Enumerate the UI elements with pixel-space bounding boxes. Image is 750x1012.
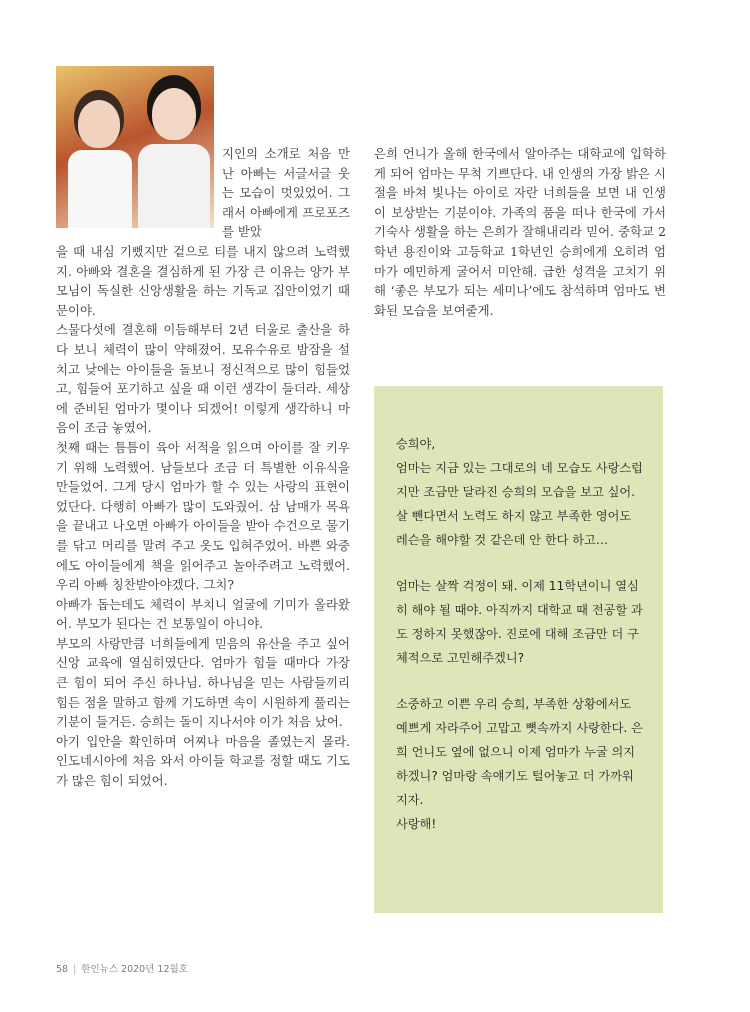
paragraph: 스물다섯에 결혼해 이듬해부터 2년 터울로 출산을 하다 보니 체력이 많이 약해졌어. 모유수유로 밤잠을 설치고 낮에는 아이들을 돌보니 정신적으로 많이 힘들었고, 힘들어 포기하고 싶을 때 이런 생각이 들더라. 세상에 준비된 엄마가 몇이나 되겠어! 이렇게 생각하니 마음이 조금 놓였어. <box>56 322 350 436</box>
paragraph: 을 때 내심 기뻤지만 겉으로 티를 내지 않으려 노력했지. 아빠와 결혼을 결심하게 된 가장 큰 이유는 양가 부모님이 독실한 신앙생활을 하는 기독교 집안이었기 때문이야. <box>56 244 350 318</box>
left-column-body <box>56 242 350 791</box>
paragraph: 부모의 사랑만큼 너희들에게 믿음의 유산을 주고 싶어 신앙 교육에 열심히였단다. 엄마가 힘들 때마다 가장 큰 힘이 되어 주신 하나님. 하나님을 믿는 사람들끼리 힘든 점을 말하고 함께 기도하면 속이 시원하게 풀리는 기분이 들거든. 승희는 돌이 지나서야 이가 처음 났어. <box>56 635 350 730</box>
family-photo <box>56 66 214 228</box>
paragraph: 아기 입안을 확인하며 어찌나 마음을 졸였는지 몰라. 인도네시아에 처음 와서 아이들 학교를 정할 때도 기도가 많은 힘이 되었어. <box>56 733 350 789</box>
paragraph: 은희 언니가 올해 한국에서 알아주는 대학교에 입학하게 되어 엄마는 무척 기쁘단다. 내 인생의 가장 밝은 시절을 바쳐 빛나는 아이로 자란 너희들을 보면 내 인생이 보상받는 기분이야. 가족의 품을 떠나 한국에 가서 기숙사 생활을 하는 은희가 잘해내리라 믿어. 중학교 2학년 용진이와 고등학교 1학년인 승희에게 오히려 엄마가 예민하게 굴어서 미안해. 급한 성격을 고치기 위해 ‘좋은 부모가 되는 세미나’에도 참석하며 엄마도 변화된 모습을 보여줄게. <box>374 146 666 318</box>
letter-greeting: 승희야, <box>396 437 436 451</box>
right-column-body <box>374 144 666 320</box>
photo-mother <box>138 88 210 228</box>
paragraph: 아빠가 돕는데도 체력이 부치니 얼굴에 기미가 올라왔어. 부모가 된다는 건 보통일이 아니야. <box>56 596 350 632</box>
letter-paragraph: 엄마는 지금 있는 그대로의 네 모습도 사랑스럽지만 조금만 달라진 승희의 모습을 보고 싶어. 살 뺀다면서 노력도 하지 않고 부족한 영어도 레슨을 해야할 것 같은데 안 한다 하고… <box>396 461 643 547</box>
letter-paragraph: 소중하고 이쁜 우리 승희, 부족한 상황에서도 예쁘게 자라주어 고맙고 뼛속까지 사랑한다. 은희 언니도 옆에 없으니 이제 엄마가 누굴 의지하겠니? 엄마랑 속얘기도 털어놓고 더 가까워지자. <box>396 697 643 807</box>
left-column-intro <box>222 144 350 242</box>
photo-daughter <box>68 100 132 228</box>
letter-signoff: 사랑해! <box>396 817 437 831</box>
page-number: 58 <box>56 964 69 975</box>
paragraph: 지인의 소개로 처음 만난 아빠는 서글서글 웃는 모습이 멋있었어. 그래서 아빠에게 프로포즈를 받았 <box>222 146 350 240</box>
handwritten-letter-box <box>374 386 663 913</box>
page-footer <box>56 961 188 975</box>
paragraph: 첫째 때는 틈틈이 육아 서적을 읽으며 아이를 잘 키우기 위해 노력했어. 남들보다 조금 더 특별한 이유식을 만들었어. 그게 당시 엄마가 할 수 있는 사랑의 표현이었단다. 다행히 아빠가 많이 도와줬어. 삼 남매가 목욕을 끝내고 나오면 아빠가 아이들을 받아 수건으로 물기를 닦고 머리를 말려 주고 옷도 입혀주었어. 바쁜 와중에도 아이들에게 책을 읽어주고 놀아주려고 노력했어. 우리 아빠 칭찬받아야겠다. 그치? <box>56 439 350 593</box>
letter-paragraph: 엄마는 살짝 걱정이 돼. 이제 11학년이니 열심히 해야 될 때야. 아직까지 대학교 때 전공할 과도 정하지 못했잖아. 진로에 대해 조금만 더 구체적으로 고민해주겠니? <box>396 579 643 665</box>
publication-name: 한인뉴스 2020년 12월호 <box>81 964 188 975</box>
footer-separator: | <box>73 964 77 975</box>
